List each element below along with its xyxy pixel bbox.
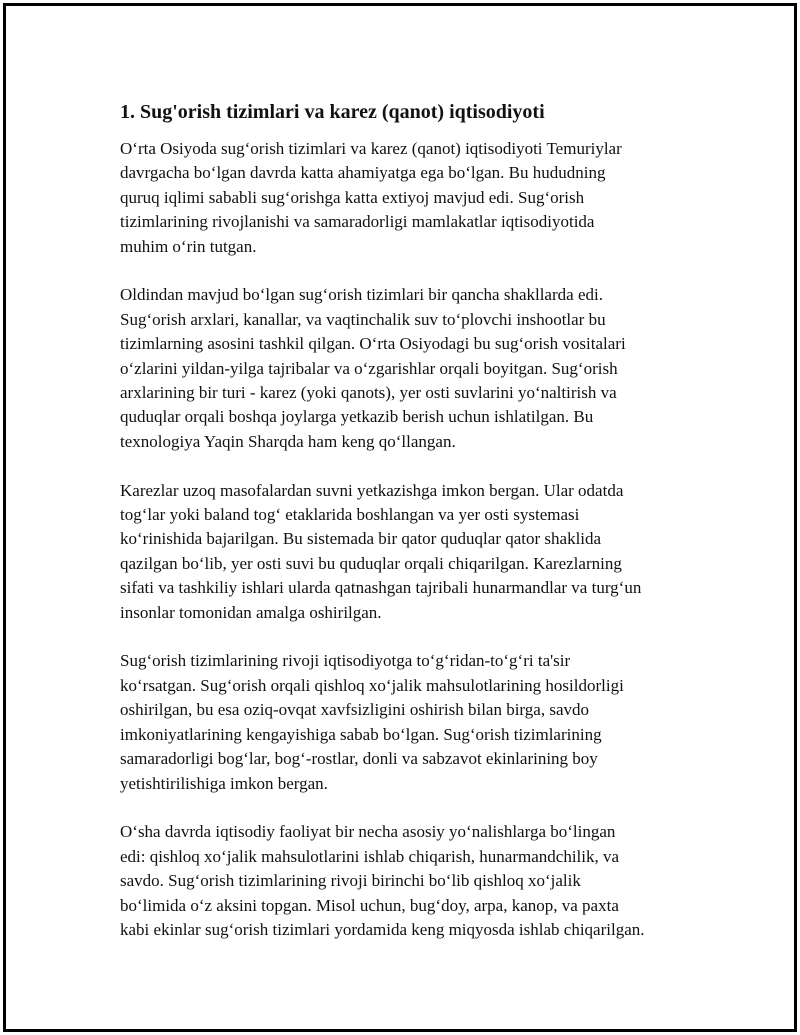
paragraph-3: Karezlar uzoq masofalardan suvni yetkazishga imkon bergan. Ular odatda tog‘lar yoki baland tog‘ etaklarida boshlangan va yer osti systemasi ko‘rinishida bajarilgan. Bu sistemada bir qator quduqlar qator shaklida qazilgan bo‘lib, yer osti suvi bu quduqlar orqali chiqarilgan. Karezlarning sifati va tashkiliy ishlari ularda qatnashgan tajribali hunarmandlar va turg‘un insonlar tomonidan amalga oshirilgan. [120, 480, 642, 622]
page-frame [3, 3, 797, 1032]
paragraph-1: O‘rta Osiyoda sug‘orish tizimlari va karez (qanot) iqtisodiyoti Temuriylar davrgacha bo‘lgan davrda katta ahamiyatga ega bo‘lgan. Bu hududning quruq iqlimi sababli sug‘orishga katta extiyoj mavjud edi. Sug‘orish tizimlarining rivojlanishi va samaradorligi mamlakatlar iqtisodiyotida muhim o‘rin tutgan. [120, 139, 622, 256]
paragraph-4: Sug‘orish tizimlarining rivoji iqtisodiyotga to‘g‘ridan-to‘g‘ri ta'sir ko‘rsatgan. Sug‘orish orqali qishloq xo‘jalik mahsulotlarining hosildorligi oshirilgan, bu esa oziq-ovqat xavfsizligini oshirish bilan birga, savdo imkoniyatlarining kengayishiga sabab bo‘lgan. Sug‘orish tizimlarining samaradorligi bog‘lar, bog‘-rostlar, donli va sabzavot ekinlarining boy yetishtirilishiga imkon bergan. [120, 651, 624, 793]
paragraph-2: Oldindan mavjud bo‘lgan sug‘orish tizimlari bir qancha shakllarda edi. Sug‘orish arxlari, kanallar, va vaqtinchalik suv to‘plovchi inshootlar bu tizimlarning asosini tashkil qilgan. O‘rta Osiyodagi bu sug‘orish vositalari o‘zlarini yildan-yilga tajribalar va o‘zgarishlar orqali boyitgan. Sug‘orish arxlarining bir turi - karez (yoki qanots), yer osti suvlarini yo‘naltirish va quduqlar orqali boshqa joylarga yetkazib berish uchun ishlatilgan. Bu texnologiya Yaqin Sharqda ham keng qo‘llangan. [120, 285, 626, 451]
document-body [120, 98, 710, 942]
paragraph-5: O‘sha davrda iqtisodiy faoliyat bir necha asosiy yo‘nalishlarga bo‘lingan edi: qishloq xo‘jalik mahsulotlarini ishlab chiqarish, hunarmandchilik, va savdo. Sug‘orish tizimlarining rivoji birinchi bo‘lib qishloq xo‘jalik bo‘limida o‘z aksini topgan. Misol uchun, bug‘doy, arpa, kanop, va paxta kabi ekinlar sug‘orish tizimlari yordamida keng miqyosda ishlab chiqarilgan. [120, 822, 645, 939]
section-heading: 1. Sug'orish tizimlari va karez (qanot) iqtisodiyoti [120, 101, 545, 123]
